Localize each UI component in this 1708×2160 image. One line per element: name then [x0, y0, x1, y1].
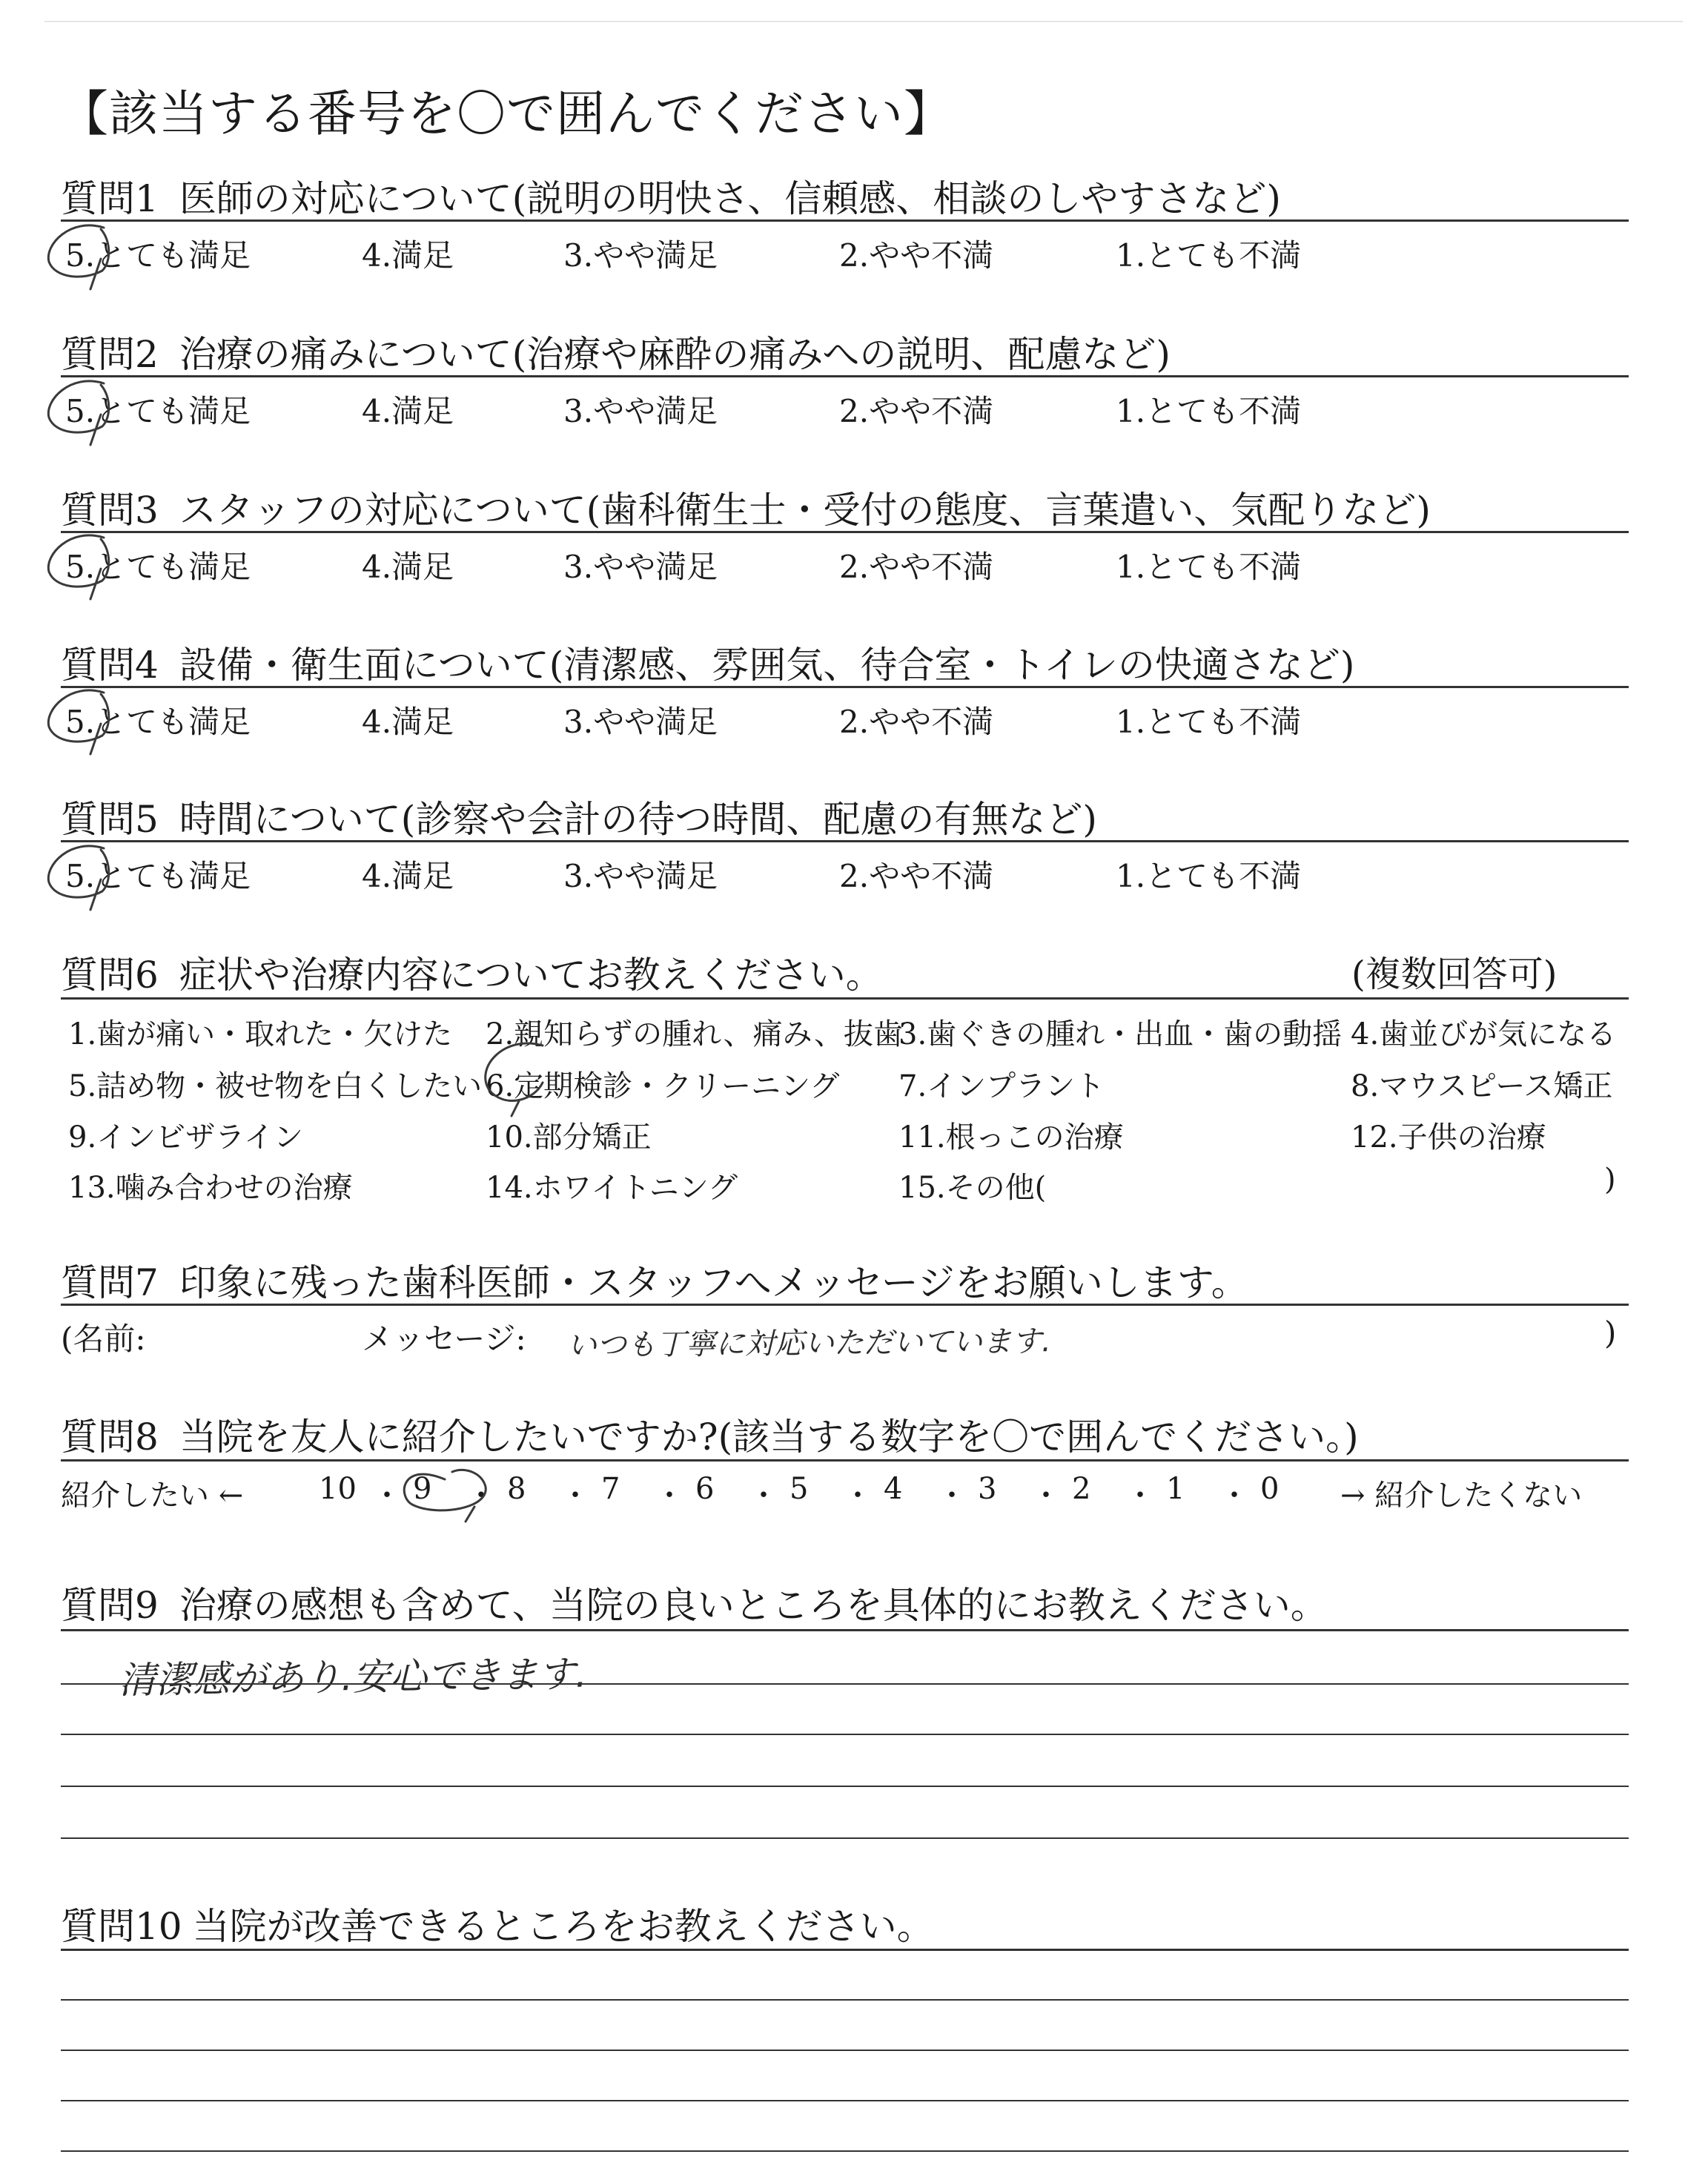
scale-number[interactable]: 9 — [413, 1472, 432, 1506]
answer-handwritten: 清潔感があり.安心できます. — [118, 1652, 588, 1702]
name-label: (名前: — [61, 1321, 146, 1357]
question-number: 質問1 — [61, 177, 159, 220]
rating-option[interactable]: 3.やや満足 — [563, 237, 718, 274]
question-number: 質問9 — [61, 1584, 159, 1627]
symptom-option[interactable]: 4.歯並びが気になる — [1351, 1017, 1617, 1051]
question-number: 質問7 — [61, 1261, 159, 1304]
question-number: 質問8 — [61, 1416, 159, 1459]
multiple-answers-note: (複数回答可) — [1351, 954, 1558, 995]
symptom-option[interactable]: 10.部分矯正 — [486, 1120, 652, 1155]
message-label: メッセージ: — [362, 1321, 526, 1357]
rating-option[interactable]: 1.とても不満 — [1116, 858, 1302, 894]
question-text: 設備・衛生面について(清潔感、雰囲気、待合室・トイレの快適さなど) — [179, 644, 1355, 687]
rating-option[interactable]: 2.やや不満 — [839, 549, 994, 585]
rating-option[interactable]: 5.とても満足 — [65, 549, 251, 585]
selection-circle-q3 — [48, 535, 108, 599]
question-text: スタッフの対応について(歯科衛生士・受付の態度、言葉遣い、気配りなど) — [179, 489, 1431, 532]
rating-option[interactable]: 3.やや満足 — [563, 858, 718, 894]
scale-separator: ・ — [843, 1479, 873, 1513]
rating-option[interactable]: 4.満足 — [362, 237, 454, 274]
rating-option[interactable]: 5.とても満足 — [65, 393, 251, 429]
rating-option[interactable]: 2.やや不満 — [839, 858, 994, 894]
question-text: 治療の感想も含めて、当院の良いところを具体的にお教えください。 — [179, 1584, 1328, 1627]
symptom-option[interactable]: 7.インプラント — [898, 1069, 1105, 1103]
rating-option[interactable]: 1.とても不満 — [1116, 549, 1302, 585]
question-number: 質問10 — [61, 1905, 182, 1948]
selection-circle-q5 — [48, 846, 108, 910]
symptom-option[interactable]: 1.歯が痛い・取れた・欠けた — [68, 1017, 453, 1051]
scale-number[interactable]: 2 — [1072, 1472, 1091, 1506]
rating-option[interactable]: 5.とても満足 — [65, 237, 251, 274]
scale-separator: ・ — [1219, 1479, 1249, 1513]
symptom-option[interactable]: 8.マウスピース矯正 — [1351, 1069, 1613, 1103]
scale-number[interactable]: 8 — [507, 1472, 526, 1506]
rating-option[interactable]: 2.やや不満 — [839, 237, 994, 274]
scale-separator: ・ — [937, 1479, 967, 1513]
rating-option[interactable]: 3.やや満足 — [563, 704, 718, 740]
symptom-option[interactable]: 14.ホワイトニング — [486, 1171, 738, 1205]
scale-separator: ・ — [560, 1479, 590, 1513]
rating-option[interactable]: 1.とても不満 — [1116, 704, 1302, 740]
question-text: 印象に残った歯科医師・スタッフへメッセージをお願いします。 — [179, 1261, 1248, 1304]
question-text: 症状や治療内容についてお教えください。 — [179, 954, 883, 997]
rating-option[interactable]: 5.とても満足 — [65, 858, 251, 894]
symptom-option[interactable]: 15.その他( — [898, 1171, 1047, 1205]
symptom-option[interactable]: 2.親知らずの腫れ、痛み、抜歯 — [486, 1017, 903, 1051]
question-text: 時間について(診察や会計の待つ時間、配慮の有無など) — [179, 798, 1097, 841]
scale-separator: ・ — [1031, 1479, 1061, 1513]
rating-option[interactable]: 3.やや満足 — [563, 549, 718, 585]
symptom-option[interactable]: 12.子供の治療 — [1351, 1120, 1546, 1155]
question-text: 当院を友人に紹介したいですか?(該当する数字を〇で囲んでください。) — [179, 1416, 1359, 1459]
question-number: 質問4 — [61, 644, 159, 687]
symptom-option[interactable]: 6.定期検診・クリーニング — [486, 1069, 840, 1103]
scale-separator: ・ — [655, 1479, 684, 1513]
selection-circle-q6 — [486, 1043, 543, 1116]
rating-option[interactable]: 2.やや不満 — [839, 393, 994, 429]
scale-number[interactable]: 10 — [319, 1472, 357, 1506]
scale-number[interactable]: 7 — [601, 1472, 620, 1506]
selection-circle-q4 — [48, 690, 108, 754]
selection-circle-q1 — [48, 225, 108, 289]
rating-option[interactable]: 5.とても満足 — [65, 704, 251, 740]
rating-option[interactable]: 3.やや満足 — [563, 393, 718, 429]
scale-separator: ・ — [372, 1479, 402, 1513]
rating-option[interactable]: 4.満足 — [362, 393, 454, 429]
selection-circle-q2 — [48, 381, 108, 445]
message-close-paren: ) — [1604, 1315, 1617, 1351]
rating-option[interactable]: 2.やや不満 — [839, 704, 994, 740]
scale-number[interactable]: 6 — [695, 1472, 715, 1506]
rating-option[interactable]: 1.とても不満 — [1116, 237, 1302, 274]
question-number: 質問3 — [61, 489, 159, 532]
scale-number[interactable]: 5 — [790, 1472, 809, 1506]
symptom-option[interactable]: 13.噛み合わせの治療 — [68, 1171, 353, 1205]
scale-number[interactable]: 0 — [1260, 1472, 1280, 1506]
symptom-option[interactable]: 5.詰め物・被せ物を白くしたい — [68, 1069, 483, 1103]
rating-option[interactable]: 4.満足 — [362, 858, 454, 894]
other-close-paren: ) — [1604, 1163, 1616, 1197]
message-handwritten: いつも丁寧に対応いただいています. — [566, 1324, 1051, 1363]
symptom-option[interactable]: 9.インビザライン — [68, 1120, 303, 1155]
question-number: 質問6 — [61, 954, 159, 997]
selection-circle-q8 — [404, 1470, 486, 1522]
rating-option[interactable]: 4.満足 — [362, 704, 454, 740]
scale-separator: ・ — [749, 1479, 778, 1513]
question-number: 質問5 — [61, 798, 159, 841]
question-text: 当院が改善できるところをお教えください。 — [192, 1905, 934, 1948]
recommend-right-label: → 紹介したくない — [1340, 1479, 1583, 1513]
symptom-option[interactable]: 3.歯ぐきの腫れ・出血・歯の動揺 — [898, 1017, 1343, 1051]
page-title: 【該当する番号を〇で囲んでください】 — [59, 85, 953, 142]
rating-option[interactable]: 1.とても不満 — [1116, 393, 1302, 429]
scale-number[interactable]: 1 — [1166, 1472, 1185, 1506]
scale-separator: ・ — [466, 1479, 496, 1513]
rating-option[interactable]: 4.満足 — [362, 549, 454, 585]
question-text: 医師の対応について(説明の明快さ、信頼感、相談のしやすさなど) — [179, 177, 1281, 220]
scale-number[interactable]: 4 — [884, 1472, 903, 1506]
symptom-option[interactable]: 11.根っこの治療 — [898, 1120, 1124, 1155]
recommend-left-label: 紹介したい ← — [61, 1479, 244, 1513]
scale-separator: ・ — [1125, 1479, 1155, 1513]
scale-number[interactable]: 3 — [978, 1472, 997, 1506]
question-number: 質問2 — [61, 333, 159, 376]
question-text: 治療の痛みについて(治療や麻酔の痛みへの説明、配慮など) — [179, 333, 1171, 376]
